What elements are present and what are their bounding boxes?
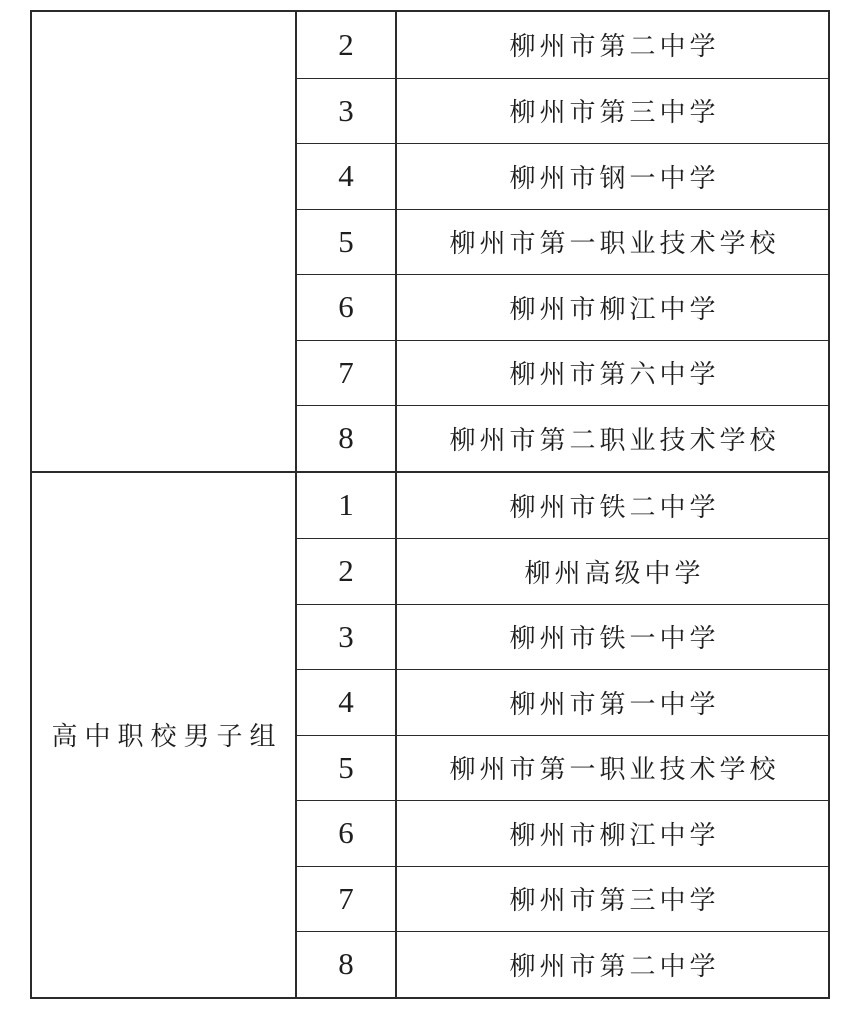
rank-cell: 2 (297, 538, 397, 604)
school-cell: 柳州市柳江中学 (397, 800, 828, 866)
school-cell: 柳州市铁二中学 (509, 492, 720, 522)
rank-cell: 2 (297, 12, 397, 78)
rank-cell: 6 (297, 274, 397, 340)
school-cell: 柳州市第三中学 (397, 78, 828, 144)
results-table (30, 10, 830, 999)
rank-cell: 4 (297, 143, 397, 209)
school-cell: 柳州市第一中学 (397, 669, 828, 735)
rank-cell: 5 (297, 735, 397, 801)
rank-cell: 1 (297, 473, 397, 539)
rank-cell: 6 (297, 800, 397, 866)
school-cell: 柳州市第六中学 (397, 340, 828, 406)
group-section (32, 471, 828, 997)
school-cell: 柳州高级中学 (397, 538, 828, 604)
school-cell: 柳州市第一职业技术学校 (397, 735, 828, 801)
rank-cell: 4 (297, 669, 397, 735)
rank-cell: 8 (297, 931, 397, 997)
school-cell: 柳州市第二中学 (509, 32, 720, 62)
school-cell: 柳州市柳江中学 (397, 274, 828, 340)
school-cell: 柳州市第三中学 (397, 866, 828, 932)
group-section (32, 12, 828, 471)
rank-cell: 3 (297, 604, 397, 670)
rank-cell: 3 (297, 78, 397, 144)
school-cell: 柳州市第二中学 (397, 931, 828, 997)
rank-cell: 5 (297, 209, 397, 275)
school-cell: 柳州市铁一中学 (397, 604, 828, 670)
school-cell: 柳州市第二职业技术学校 (397, 405, 828, 471)
rank-cell: 7 (297, 866, 397, 932)
rank-cell: 8 (297, 405, 397, 471)
school-cell: 柳州市钢一中学 (397, 143, 828, 209)
school-cell: 柳州市第一职业技术学校 (397, 209, 828, 275)
rank-cell: 7 (297, 340, 397, 406)
group-label-cell (32, 12, 297, 471)
group-label-cell: 高中职校男子组 (32, 473, 297, 997)
